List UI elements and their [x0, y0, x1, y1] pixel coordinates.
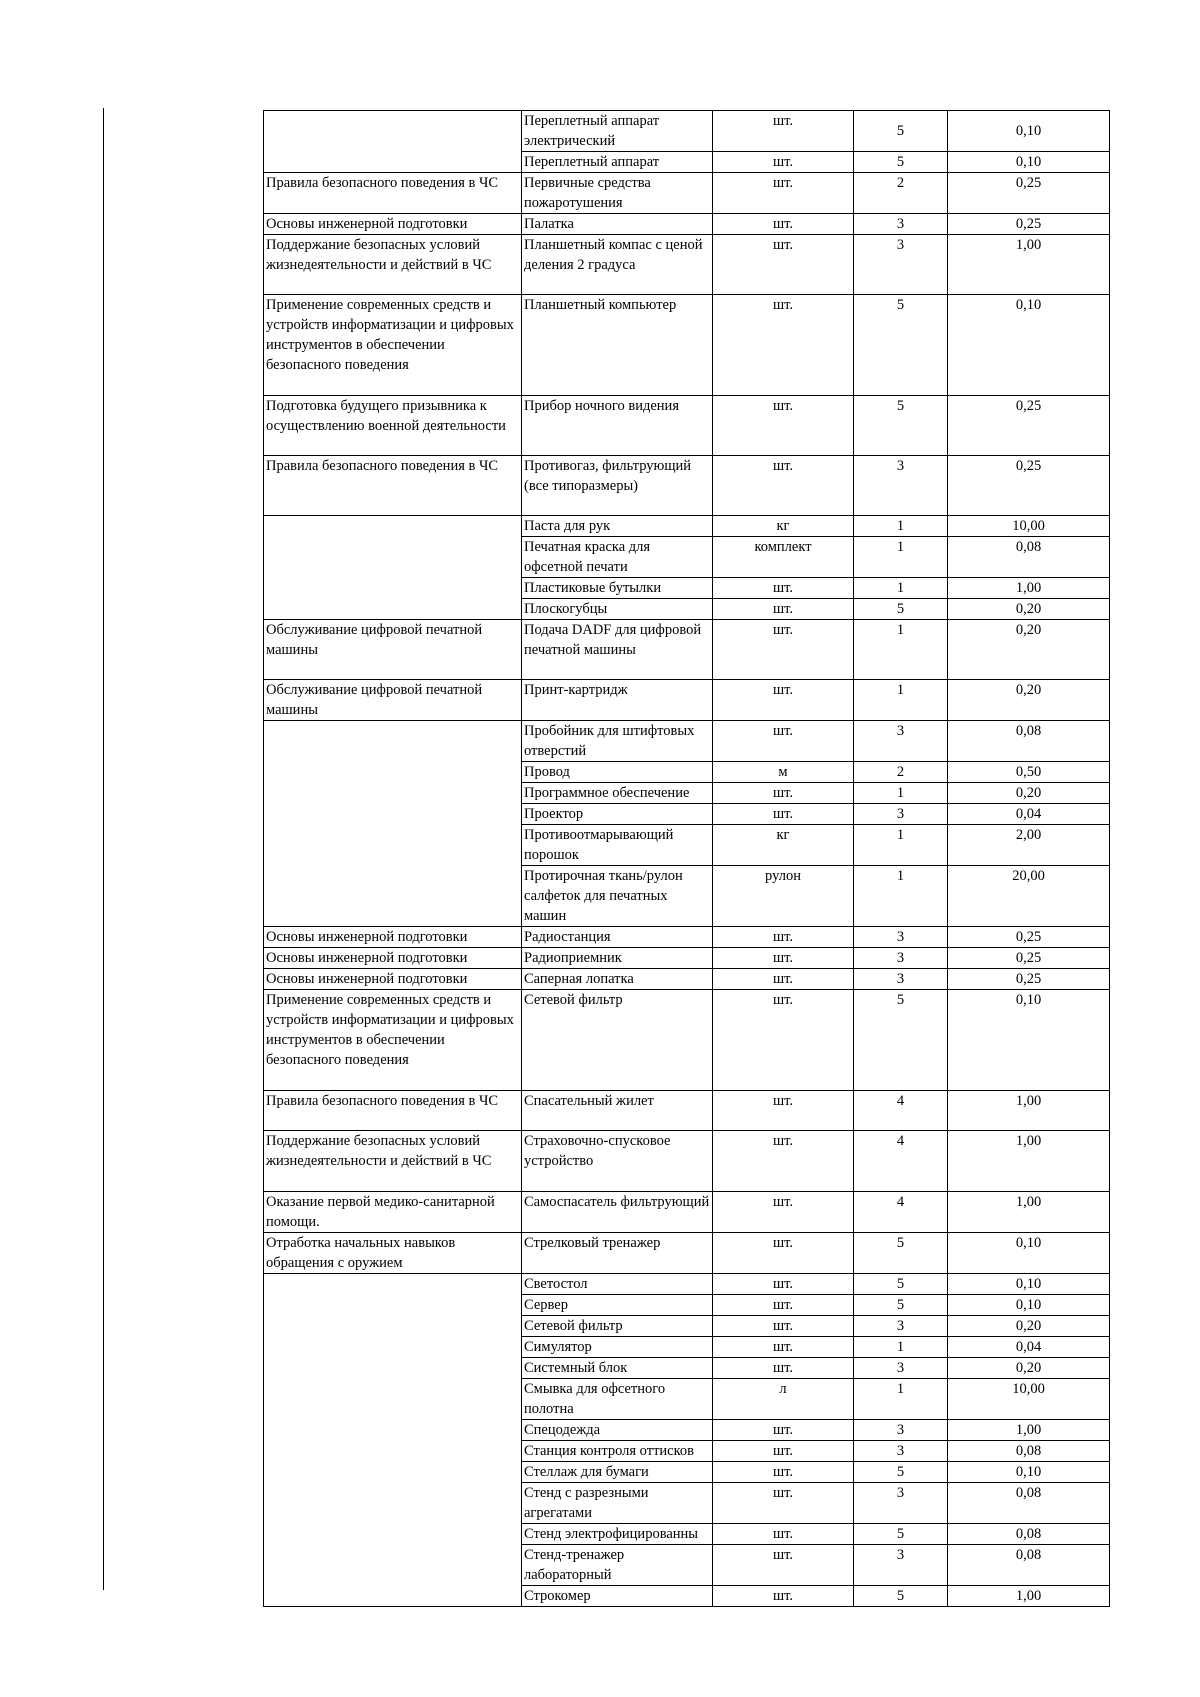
work-cell: Основы инженерной подготовки [264, 948, 522, 969]
coef-cell: 1,00 [948, 1420, 1110, 1441]
item-cell: Планшетный компьютер [522, 295, 713, 396]
work-cell: Поддержание безопасных условий жизнедеятельности и действий в ЧС [264, 235, 522, 295]
work-cell: Применение современных средств и устройств информатизации и цифровых инструментов в обеспечении безопасного поведения [264, 295, 522, 396]
item-cell: Провод [522, 762, 713, 783]
work-cell: Обслуживание цифровой печатной машины [264, 620, 522, 680]
qty-cell: 3 [854, 1316, 948, 1337]
coef-cell: 0,08 [948, 1483, 1110, 1524]
coef-cell: 0,04 [948, 804, 1110, 825]
unit-cell: шт. [713, 1233, 854, 1274]
work-cell [264, 721, 522, 927]
unit-cell: шт. [713, 578, 854, 599]
unit-cell: шт. [713, 1091, 854, 1131]
qty-cell: 3 [854, 927, 948, 948]
qty-cell: 1 [854, 1379, 948, 1420]
coef-cell: 0,08 [948, 721, 1110, 762]
item-cell: Программное обеспечение [522, 783, 713, 804]
coef-cell: 1,00 [948, 1131, 1110, 1192]
qty-cell: 1 [854, 578, 948, 599]
item-cell: Страховочно-спусковое устройство [522, 1131, 713, 1192]
coef-cell: 0,20 [948, 680, 1110, 721]
coef-cell: 0,10 [948, 1233, 1110, 1274]
qty-cell: 4 [854, 1192, 948, 1233]
unit-cell: шт. [713, 1274, 854, 1295]
qty-cell: 5 [854, 1524, 948, 1545]
table-row [264, 456, 1110, 516]
qty-cell: 1 [854, 1337, 948, 1358]
coef-cell: 10,00 [948, 516, 1110, 537]
unit-cell: шт. [713, 1586, 854, 1607]
work-cell: Правила безопасного поведения в ЧС [264, 173, 522, 214]
coef-cell: 0,20 [948, 599, 1110, 620]
work-cell: Обслуживание цифровой печатной машины [264, 680, 522, 721]
qty-cell: 5 [854, 990, 948, 1091]
coef-cell: 20,00 [948, 866, 1110, 927]
unit-cell: л [713, 1379, 854, 1420]
unit-cell: шт. [713, 152, 854, 173]
table-row [264, 1192, 1110, 1233]
table-row [264, 235, 1110, 295]
unit-cell: шт. [713, 1316, 854, 1337]
qty-cell: 5 [854, 1295, 948, 1316]
qty-cell: 2 [854, 762, 948, 783]
work-cell: Правила безопасного поведения в ЧС [264, 1091, 522, 1131]
item-cell: Печатная краска для офсетной печати [522, 537, 713, 578]
qty-cell: 3 [854, 1358, 948, 1379]
work-cell: Подготовка будущего призывника к осуществлению военной деятельности [264, 396, 522, 456]
work-cell: Основы инженерной подготовки [264, 927, 522, 948]
qty-cell: 3 [854, 1545, 948, 1586]
table-row [264, 927, 1110, 948]
table-row [264, 1274, 1110, 1295]
qty-cell: 1 [854, 537, 948, 578]
item-cell: Станция контроля оттисков [522, 1441, 713, 1462]
qty-cell: 4 [854, 1091, 948, 1131]
item-cell: Плоскогубцы [522, 599, 713, 620]
qty-cell: 3 [854, 235, 948, 295]
coef-cell: 0,08 [948, 1545, 1110, 1586]
coef-cell: 0,20 [948, 1316, 1110, 1337]
qty-cell: 3 [854, 1441, 948, 1462]
qty-cell: 1 [854, 516, 948, 537]
item-cell: Симулятор [522, 1337, 713, 1358]
qty-cell: 3 [854, 804, 948, 825]
table-row [264, 516, 1110, 537]
unit-cell: шт. [713, 680, 854, 721]
coef-cell: 0,25 [948, 396, 1110, 456]
work-cell: Применение современных средств и устройств информатизации и цифровых инструментов в обеспечении безопасного поведения [264, 990, 522, 1091]
qty-cell: 3 [854, 456, 948, 516]
blank-left-column [103, 108, 263, 1590]
table-row [264, 680, 1110, 721]
coef-cell: 10,00 [948, 1379, 1110, 1420]
coef-cell: 0,10 [948, 152, 1110, 173]
item-cell: Стеллаж для бумаги [522, 1462, 713, 1483]
qty-cell: 3 [854, 1420, 948, 1441]
qty-cell: 5 [854, 396, 948, 456]
coef-cell: 1,00 [948, 235, 1110, 295]
item-cell: Сетевой фильтр [522, 990, 713, 1091]
table-row [264, 721, 1110, 762]
coef-cell: 1,00 [948, 1586, 1110, 1607]
unit-cell: шт. [713, 969, 854, 990]
table-row [264, 990, 1110, 1091]
item-cell: Противогаз, фильтрующий (все типоразмеры) [522, 456, 713, 516]
coef-cell: 0,10 [948, 111, 1110, 152]
coef-cell: 0,25 [948, 927, 1110, 948]
table-row [264, 295, 1110, 396]
coef-cell: 0,25 [948, 173, 1110, 214]
qty-cell: 1 [854, 825, 948, 866]
unit-cell: шт. [713, 1545, 854, 1586]
unit-cell: шт. [713, 1131, 854, 1192]
qty-cell: 5 [854, 111, 948, 152]
qty-cell: 5 [854, 152, 948, 173]
item-cell: Стенд электрофицированны [522, 1524, 713, 1545]
work-cell [264, 1274, 522, 1607]
unit-cell: шт. [713, 396, 854, 456]
coef-cell: 0,20 [948, 1358, 1110, 1379]
qty-cell: 1 [854, 783, 948, 804]
item-cell: Радиоприемник [522, 948, 713, 969]
coef-cell: 1,00 [948, 1091, 1110, 1131]
unit-cell: кг [713, 825, 854, 866]
coef-cell: 0,25 [948, 969, 1110, 990]
work-cell: Основы инженерной подготовки [264, 969, 522, 990]
item-cell: Пластиковые бутылки [522, 578, 713, 599]
coef-cell: 0,10 [948, 1462, 1110, 1483]
table-row [264, 620, 1110, 680]
qty-cell: 5 [854, 1462, 948, 1483]
unit-cell: шт. [713, 1462, 854, 1483]
item-cell: Саперная лопатка [522, 969, 713, 990]
item-cell: Светостол [522, 1274, 713, 1295]
item-cell: Паста для рук [522, 516, 713, 537]
coef-cell: 0,04 [948, 1337, 1110, 1358]
table-row [264, 214, 1110, 235]
qty-cell: 5 [854, 1586, 948, 1607]
item-cell: Спасательный жилет [522, 1091, 713, 1131]
item-cell: Строкомер [522, 1586, 713, 1607]
item-cell: Стрелковый тренажер [522, 1233, 713, 1274]
work-cell: Правила безопасного поведения в ЧС [264, 456, 522, 516]
coef-cell: 1,00 [948, 578, 1110, 599]
unit-cell: шт. [713, 721, 854, 762]
item-cell: Системный блок [522, 1358, 713, 1379]
item-cell: Спецодежда [522, 1420, 713, 1441]
coef-cell: 0,50 [948, 762, 1110, 783]
unit-cell: шт. [713, 1483, 854, 1524]
unit-cell: комплект [713, 537, 854, 578]
qty-cell: 5 [854, 599, 948, 620]
item-cell: Самоспасатель фильтрующий [522, 1192, 713, 1233]
unit-cell: шт. [713, 1192, 854, 1233]
work-cell: Основы инженерной подготовки [264, 214, 522, 235]
coef-cell: 0,10 [948, 1295, 1110, 1316]
item-cell: Сетевой фильтр [522, 1316, 713, 1337]
qty-cell: 1 [854, 866, 948, 927]
unit-cell: шт. [713, 111, 854, 152]
item-cell: Принт-картридж [522, 680, 713, 721]
qty-cell: 3 [854, 721, 948, 762]
item-cell: Прибор ночного видения [522, 396, 713, 456]
item-cell: Радиостанция [522, 927, 713, 948]
qty-cell: 5 [854, 1233, 948, 1274]
qty-cell: 5 [854, 1274, 948, 1295]
qty-cell: 1 [854, 680, 948, 721]
qty-cell: 3 [854, 214, 948, 235]
table-row [264, 969, 1110, 990]
qty-cell: 5 [854, 295, 948, 396]
work-cell [264, 516, 522, 620]
item-cell: Смывка для офсетного полотна [522, 1379, 713, 1420]
unit-cell: шт. [713, 173, 854, 214]
unit-cell: шт. [713, 804, 854, 825]
item-cell: Палатка [522, 214, 713, 235]
unit-cell: шт. [713, 1295, 854, 1316]
table-row [264, 1233, 1110, 1274]
qty-cell: 3 [854, 948, 948, 969]
unit-cell: шт. [713, 948, 854, 969]
unit-cell: шт. [713, 1420, 854, 1441]
item-cell: Противоотмарывающий порошок [522, 825, 713, 866]
work-cell: Поддержание безопасных условий жизнедеятельности и действий в ЧС [264, 1131, 522, 1192]
item-cell: Планшетный компас с ценой деления 2 градуса [522, 235, 713, 295]
item-cell: Переплетный аппарат [522, 152, 713, 173]
table-row [264, 1131, 1110, 1192]
coef-cell: 0,08 [948, 537, 1110, 578]
coef-cell: 0,20 [948, 783, 1110, 804]
coef-cell: 0,20 [948, 620, 1110, 680]
item-cell: Проектор [522, 804, 713, 825]
unit-cell: шт. [713, 1337, 854, 1358]
unit-cell: шт. [713, 235, 854, 295]
item-cell: Первичные средства пожаротушения [522, 173, 713, 214]
item-cell: Пробойник для штифтовых отверстий [522, 721, 713, 762]
coef-cell: 0,25 [948, 948, 1110, 969]
unit-cell: шт. [713, 214, 854, 235]
table-row [264, 396, 1110, 456]
coef-cell: 0,10 [948, 295, 1110, 396]
unit-cell: шт. [713, 295, 854, 396]
unit-cell: кг [713, 516, 854, 537]
coef-cell: 0,10 [948, 990, 1110, 1091]
coef-cell: 0,08 [948, 1524, 1110, 1545]
work-cell [264, 111, 522, 173]
item-cell: Стенд-тренажер лабораторный [522, 1545, 713, 1586]
unit-cell: шт. [713, 990, 854, 1091]
coef-cell: 2,00 [948, 825, 1110, 866]
table-row [264, 173, 1110, 214]
item-cell: Подача DADF для цифровой печатной машины [522, 620, 713, 680]
qty-cell: 3 [854, 1483, 948, 1524]
unit-cell: шт. [713, 620, 854, 680]
item-cell: Переплетный аппарат электрический [522, 111, 713, 152]
qty-cell: 4 [854, 1131, 948, 1192]
coef-cell: 0,10 [948, 1274, 1110, 1295]
work-cell: Отработка начальных навыков обращения с оружием [264, 1233, 522, 1274]
unit-cell: шт. [713, 1441, 854, 1462]
unit-cell: шт. [713, 1524, 854, 1545]
item-cell: Стенд с разрезными агрегатами [522, 1483, 713, 1524]
coef-cell: 0,25 [948, 214, 1110, 235]
unit-cell: шт. [713, 783, 854, 804]
work-cell: Оказание первой медико-санитарной помощи. [264, 1192, 522, 1233]
table-row [264, 111, 1110, 152]
coef-cell: 0,08 [948, 1441, 1110, 1462]
qty-cell: 2 [854, 173, 948, 214]
equipment-table [263, 110, 1110, 1607]
table-row [264, 1091, 1110, 1131]
item-cell: Протирочная ткань/рулон салфеток для печатных машин [522, 866, 713, 927]
unit-cell: шт. [713, 1358, 854, 1379]
coef-cell: 1,00 [948, 1192, 1110, 1233]
unit-cell: рулон [713, 866, 854, 927]
unit-cell: шт. [713, 599, 854, 620]
coef-cell: 0,25 [948, 456, 1110, 516]
unit-cell: м [713, 762, 854, 783]
qty-cell: 3 [854, 969, 948, 990]
table-row [264, 948, 1110, 969]
unit-cell: шт. [713, 456, 854, 516]
item-cell: Сервер [522, 1295, 713, 1316]
qty-cell: 1 [854, 620, 948, 680]
unit-cell: шт. [713, 927, 854, 948]
